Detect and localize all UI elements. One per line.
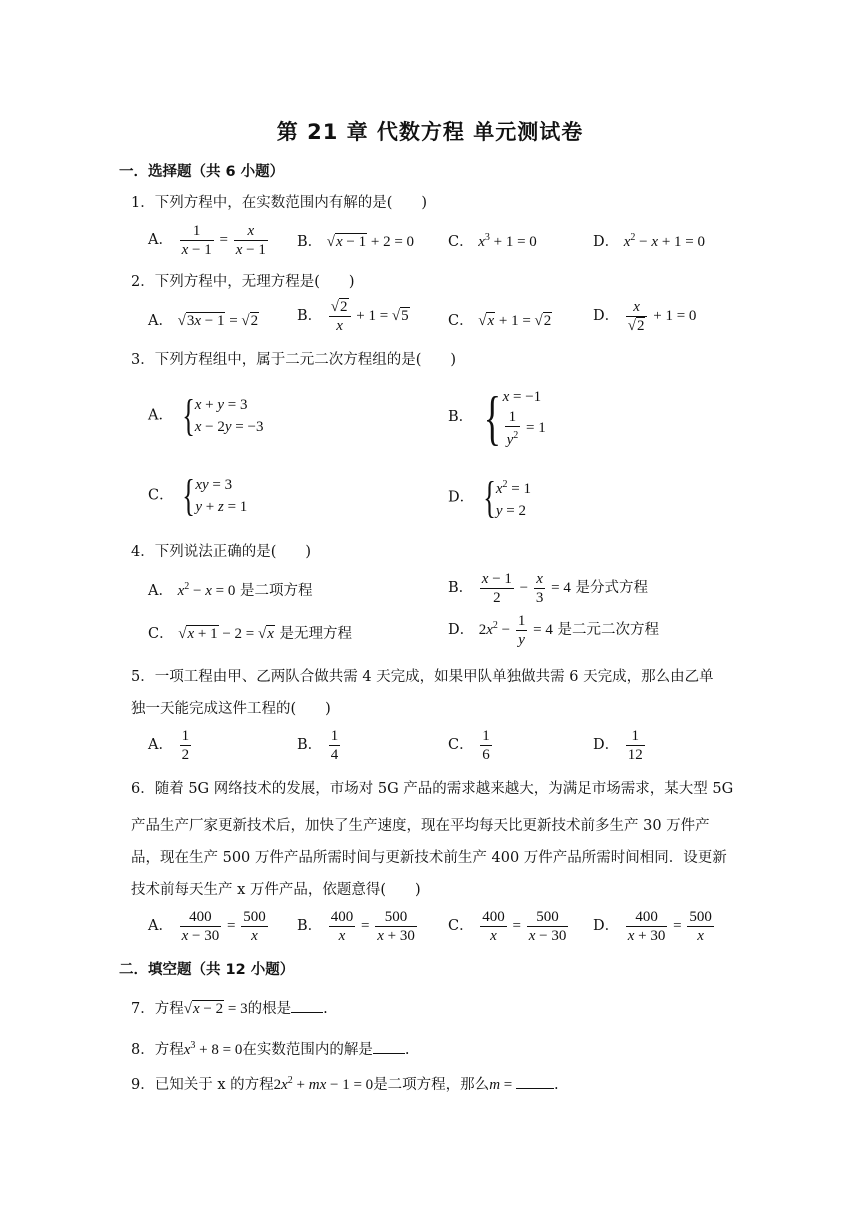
q9-text-end: . <box>554 1077 559 1093</box>
q3-option-c: C． { xy = 3 y + z = 1 <box>148 471 248 520</box>
q4-option-a: A． $x^2 - x = 0$ 是二项方程 <box>148 581 313 599</box>
option-label: C． <box>448 234 474 250</box>
q3-option-b: B． { x = −1 $\frac{1}{y^2}$ = 1 <box>448 384 546 451</box>
question-3-stem: 3．下列方程组中，属于二元二次方程组的是( ) <box>131 352 457 368</box>
question-6-line3: 品，现在生产 500 万件产品所需时间与更新技术前生产 400 万件产品所需时间相同．设更新 <box>131 850 727 866</box>
q5-option-b: B． $\frac{1}{4}$ <box>297 728 339 763</box>
option-label: B． <box>448 408 474 425</box>
q6-option-a: A． $\frac{400}{x - 30}$ = $\frac{500}{x}$ <box>148 909 266 944</box>
option-text: 是分式方程 <box>575 579 648 596</box>
question-6-line1: 6．随着 5G 网络技术的发展，市场对 5G 产品的需求越来越大，为满足市场需求，某大型 5G <box>131 781 734 797</box>
question-9: 9．已知关于 x 的方程$2x^2$ + mx − 1 = 0是二项方程，那么m = . <box>131 1075 559 1093</box>
question-1-stem: 1．下列方程中，在实数范围内有解的是( ) <box>131 195 428 211</box>
q6-option-d: D． $\frac{400}{x + 30}$ = $\frac{500}{x}$ <box>593 909 712 944</box>
option-text: 是二项方程 <box>239 583 313 599</box>
option-label: A． <box>148 736 173 753</box>
q2-option-d: D． $\frac{x}{√2}$ + 1 = 0 <box>593 299 697 334</box>
option-label: A． <box>148 407 173 424</box>
option-label: D． <box>448 489 475 506</box>
answer-blank[interactable] <box>291 998 323 1013</box>
option-text: 是二元二次方程 <box>557 621 659 638</box>
option-label: D． <box>593 307 620 324</box>
option-label: A． <box>148 583 173 599</box>
q6-option-c: C． $\frac{400}{x}$ = $\frac{500}{x - 30}$ <box>448 909 567 944</box>
q5-option-d: D． $\frac{1}{12}$ <box>593 728 643 763</box>
q4-option-d: D． $2x^2$ − $\frac{1}{y}$ = 4 是二元二次方程 <box>448 613 659 648</box>
option-label: D． <box>593 917 620 934</box>
question-8: 8．方程$x^3 + 8 = 0$在实数范围内的解是 . <box>131 1040 410 1058</box>
option-label: A． <box>148 231 173 248</box>
question-6-line2: 产品生产厂家更新技术后，加快了生产速度，现在平均每天比更新技术前多生产 30 万件产 <box>131 818 710 834</box>
q1-option-c: C． $x^3 + 1 = 0$ <box>448 232 537 250</box>
q1-option-a: A． $\frac{1}{x - 1}$ = $\frac{x}{x - 1}$ <box>148 223 266 258</box>
option-label: C． <box>148 487 174 504</box>
section-heading-fill: 二．填空题（共 12 小题） <box>119 962 295 978</box>
answer-blank[interactable] <box>516 1074 554 1089</box>
question-6-line4: 技术前每天生产 x 万件产品，依题意得( ) <box>131 882 421 898</box>
option-label: B． <box>297 917 323 934</box>
q3-option-d: D． { $x^2 = 1$ y = 2 <box>448 473 532 522</box>
option-label: C． <box>448 917 474 934</box>
option-label: C． <box>148 626 174 642</box>
question-2-stem: 2．下列方程中，无理方程是( ) <box>131 274 355 290</box>
q4-option-b: B． $\frac{x - 1}{2}$ − $\frac{x}{3}$ = 4 是分式方程 <box>448 571 648 606</box>
option-label: B． <box>448 579 474 596</box>
q8-text-post: 在实数范围内的解是 <box>242 1042 373 1058</box>
q1-option-d: D． $x^2 - x + 1 = 0$ <box>593 232 705 250</box>
page-title: 第 21 章 代数方程 单元测试卷 <box>276 120 584 144</box>
q5-option-a: A． $\frac{1}{2}$ <box>148 728 190 763</box>
q9-text-post: 是二项方程，那么 <box>373 1077 490 1093</box>
question-5-stem-line1: 5．一项工程由甲、乙两队合做共需 4 天完成，如果甲队单独做共需 6 天完成，那么由乙单 <box>131 669 714 685</box>
question-4-stem: 4．下列说法正确的是( ) <box>131 544 312 560</box>
q6-option-b: B． $\frac{400}{x}$ = $\frac{500}{x + 30}$ <box>297 909 415 944</box>
option-label: B． <box>297 736 323 753</box>
q9-text-pre: 9．已知关于 x 的方程 <box>131 1077 274 1093</box>
question-5-stem-line2: 独一天能完成这件工程的( ) <box>131 701 331 717</box>
q8-text-pre: 8．方程 <box>131 1042 184 1058</box>
answer-blank[interactable] <box>373 1039 405 1054</box>
q1-option-b: B． √x − 1 + 2 = 0 <box>297 234 415 250</box>
q7-text-end: . <box>323 1001 328 1017</box>
option-label: A． <box>148 917 173 934</box>
q7-text-post: 的根是 <box>247 1001 292 1017</box>
option-label: C． <box>448 736 474 753</box>
option-label: A． <box>148 313 173 329</box>
option-label: D． <box>593 234 620 250</box>
option-label: C． <box>448 313 474 329</box>
q2-option-a: A． √3x − 1 = √2 <box>148 313 259 329</box>
q5-option-c: C． $\frac{1}{6}$ <box>448 728 490 763</box>
q4-option-c: C． √x + 1 − 2 = √x 是无理方程 <box>148 626 353 642</box>
option-label: B． <box>297 307 323 324</box>
q2-option-b: B． $\frac{√2}{x}$ + 1 = √5 <box>297 299 409 334</box>
section-heading-choice: 一．选择题（共 6 小题） <box>119 164 285 180</box>
option-label: B． <box>297 234 323 250</box>
q8-text-end: . <box>404 1042 410 1058</box>
option-label: D． <box>593 736 620 753</box>
option-text: 是无理方程 <box>279 626 353 642</box>
q2-option-c: C． √x + 1 = √2 <box>448 313 552 329</box>
q3-option-a: A． { x + y = 3 x − 2y = −3 <box>148 391 264 440</box>
option-label: D． <box>448 621 475 638</box>
q7-text-pre: 7．方程 <box>131 1001 184 1017</box>
question-7: 7．方程√x − 2 = 3的根是 . <box>131 997 328 1018</box>
